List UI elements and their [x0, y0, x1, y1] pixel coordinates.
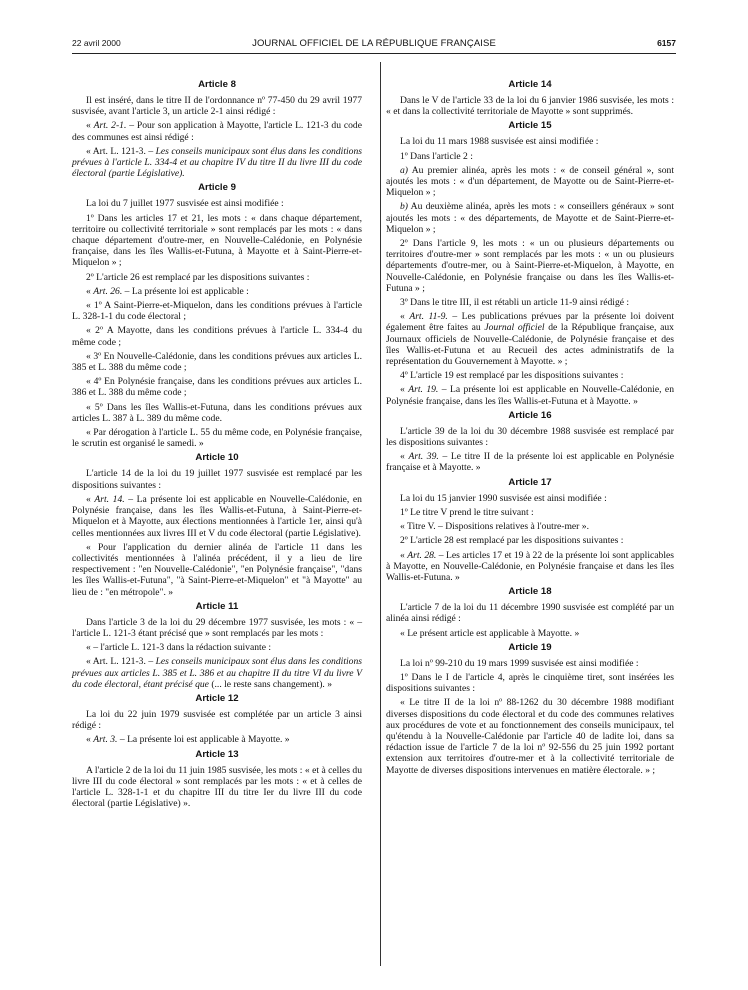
- paragraph: « Art. 19. – La présente loi est applicable en Nouvelle-Calédonie, en Polynésie française, dans les îles Wallis-et-Futuna et à Mayotte. »: [386, 384, 674, 407]
- article-ref: Art. 39.: [408, 451, 439, 463]
- quoted-text: Les conseils municipaux sont élus dans les conditions prévues à l'article L. 334-4 et au chapitre IV du titre II du livre III du code électoral (partie Législative).: [72, 145, 362, 180]
- article-14: [386, 79, 674, 117]
- left-column: [72, 77, 362, 812]
- paragraph: 2º L'article 26 est remplacé par les dispositions suivantes :: [86, 271, 310, 283]
- header-rule: [72, 53, 676, 54]
- article-title: Article 18: [508, 586, 552, 598]
- article-title: Article 19: [508, 641, 552, 653]
- article-ref: Art. 11-9.: [409, 311, 448, 323]
- paragraph: « Art. 26. – La présente loi est applicable :: [86, 285, 249, 297]
- right-column: [386, 77, 674, 779]
- article-title: Article 17: [508, 476, 552, 488]
- paragraph: « Art. 11-9. – Les publications prévues par la présente loi doivent également être faites au Journal officiel de la République française, aux Journaux officiels de Nouvelle-Calédonie, de Polynésie française et des îles Wallis-et-Futuna et au Recueil des actes administratifs de la représentation du Gouvernement à Mayotte. » ;: [386, 311, 674, 368]
- journal-ref: Journal officiel: [484, 322, 545, 334]
- article-11: [72, 601, 362, 690]
- article-18: [386, 586, 674, 639]
- paragraph: L'article 14 de la loi du 19 juillet 1977 susvisée est remplacé par les dispositions suivantes :: [72, 468, 362, 491]
- article-17: [386, 477, 674, 583]
- header-date: 22 avril 2000: [72, 38, 121, 48]
- article-ref: Art. 19.: [408, 384, 439, 396]
- paragraph: L'article 39 de la loi du 30 décembre 1988 susvisée est remplacé par les dispositions suivantes :: [386, 425, 674, 449]
- header-page-number: 6157: [657, 38, 676, 48]
- paragraph: « Le présent article est applicable à Mayotte. »: [400, 627, 580, 639]
- paragraph: Dans le V de l'article 33 de la loi du 6 janvier 1986 susvisée, les mots : « et dans la collectivité territoriale de Mayotte » sont supprimés.: [386, 95, 674, 118]
- article-ref: Art. 28.: [407, 549, 437, 561]
- column-divider: [380, 62, 381, 966]
- page-header: [72, 38, 676, 52]
- article-title: Article 14: [508, 79, 552, 90]
- paragraph: « Art. 14. – La présente loi est applicable en Nouvelle-Calédonie, en Polynésie française, dans les îles Wallis-et-Futuna, à Saint-Pierre-et-Miquelon et à Mayotte, aux élections mentionnées à l'article 1er, ainsi qu'à celles mentionnées aux livres III et V du code électoral (partie Législative).: [72, 493, 362, 539]
- paragraph: « 4º En Polynésie française, dans les conditions prévues aux articles L. 386 et L. 388 du même code ;: [72, 376, 362, 399]
- header-journal-title: JOURNAL OFFICIEL DE LA RÉPUBLIQUE FRANÇAISE: [252, 38, 496, 49]
- paragraph: b) Au deuxième alinéa, après les mots : « conseillers généraux » sont ajoutés les mots : « des départements, de Mayotte et de Saint-Pierre-et-Miquelon » ;: [386, 201, 674, 235]
- paragraph: Dans l'article 3 de la loi du 29 décembre 1977 susvisée, les mots : « – l'article L. 121-3 étant précisé que » sont remplacés par les mots :: [72, 616, 362, 639]
- article-title: Article 8: [198, 79, 236, 90]
- paragraph: « Art. L. 121-3. – Les conseils municipaux sont élus dans les conditions prévues à l'article L. 334-4 et au chapitre IV du titre II du livre III du code électoral (partie Législative).: [72, 145, 362, 180]
- list-letter: b): [400, 201, 408, 213]
- paragraph: 1º Dans le I de l'article 4, après le cinquième tiret, sont insérées les dispositions suivantes :: [386, 671, 674, 695]
- paragraph: 2º L'article 28 est remplacé par les dispositions suivantes :: [400, 535, 624, 547]
- article-ref: Art. 2-1.: [93, 120, 127, 132]
- article-15: [386, 120, 674, 406]
- paragraph: « Le titre II de la loi nº 88-1262 du 30 décembre 1988 modifiant diverses dispositions du code électoral et du code des communes relatives aux procédures de vote et au fonctionnement des conseils municipaux, tel qu'étendu à la Nouvelle-Calédonie par l'article 40 de ladite loi, dans sa rédaction issue de l'article 7 de la loi nº 92-556 du 25 juin 1992 portant extension aux territoires d'outre-mer et à la collectivité territoriale de Mayotte de diverses dispositions intervenues en matière électorale. » ;: [386, 697, 674, 776]
- article-16: [386, 410, 674, 474]
- article-9: [72, 182, 362, 449]
- paragraph: « Par dérogation à l'article L. 55 du même code, en Polynésie française, le scrutin est organisé le samedi. »: [72, 427, 362, 450]
- article-title: Article 12: [195, 692, 239, 704]
- article-title: Article 13: [195, 748, 239, 760]
- article-12: [72, 693, 362, 746]
- paragraph: 2º Dans l'article 9, les mots : « un ou plusieurs départements ou territoires d'outre-mer » sont remplacés par les mots : « un ou plusieurs départements d'outre-mer, ou à Saint-Pierre-et-Miquelon, à Mayotte, en Nouvelle-Calédonie, en Polynésie française ou dans les îles Wallis-et-Futuna » ;: [386, 238, 674, 294]
- paragraph: « 2º A Mayotte, dans les conditions prévues à l'article L. 334-4 du même code ;: [72, 325, 362, 348]
- article-title: Article 9: [198, 182, 236, 194]
- paragraph: A l'article 2 de la loi du 11 juin 1985 susvisée, les mots : « et à celles du livre III du code électoral » sont remplacés par les mots : « et à celles de l'article L. 328-1-1 et du chapitre III du titre Ier du livre III du code électoral (partie Législative) ».: [72, 764, 362, 810]
- paragraph: « 3º En Nouvelle-Calédonie, dans les conditions prévues aux articles L. 385 et L. 388 du même code ;: [72, 350, 362, 374]
- article-ref: Art. 26.: [93, 285, 123, 297]
- list-letter: a): [400, 164, 408, 176]
- article-10: [72, 452, 362, 597]
- paragraph: L'article 7 de la loi du 11 décembre 1990 susvisée est complété par un alinéa ainsi rédigé :: [386, 602, 674, 625]
- paragraph: « Art. 28. – Les articles 17 et 19 à 22 de la présente loi sont applicables à Mayotte, en Nouvelle-Calédonie, en Polynésie française et dans les îles Wallis-et-Futuna. »: [386, 549, 674, 583]
- paragraph: 1º Dans les articles 17 et 21, les mots : « dans chaque département, territoire ou collectivité territoriale » sont remplacés par les mots : « dans chaque département d'outre-mer, en Nouvelle-Calédonie, en Polynésie française, dans les îles Wallis-et-Futuna, à Mayotte et à Saint-Pierre-et-Miquelon » ;: [72, 212, 362, 269]
- paragraph: La loi du 15 janvier 1990 susvisée est ainsi modifiée :: [400, 492, 607, 504]
- paragraph: 1º Le titre V prend le titre suivant :: [400, 506, 534, 518]
- paragraph: « 1º A Saint-Pierre-et-Miquelon, dans les conditions prévues à l'article L. 328-1-1 du code électoral ;: [72, 300, 362, 323]
- paragraph: 1º Dans l'article 2 :: [400, 150, 473, 162]
- paragraph: « Pour l'application du dernier alinéa de l'article 11 dans les collectivités mentionnées à l'alinéa précédent, il y a lieu de lire respectivement : "en Nouvelle-Calédonie", "en Polynésie française", "dans les îles Wallis-et-Futuna", "à Saint-Pierre-et-Miquelon" et "à Mayotte" au lieu de : "en métropole". »: [72, 541, 362, 598]
- article-title: Article 15: [508, 120, 552, 132]
- paragraph: La loi du 7 juillet 1977 susvisée est ainsi modifiée :: [86, 198, 284, 210]
- quoted-text: Les conseils municipaux sont élus dans les conditions prévues aux articles L. 385 et L. 386 et au chapitre II du titre VI du livre V du code électoral, étant précisé que: [72, 656, 362, 690]
- paragraph: « – l'article L. 121-3 dans la rédaction suivante :: [86, 642, 272, 654]
- article-title: Article 11: [195, 600, 239, 612]
- paragraph: « Titre V. – Dispositions relatives à l'outre-mer ».: [400, 521, 589, 533]
- article-title: Article 10: [195, 452, 239, 464]
- paragraph: « 5º Dans les îles Wallis-et-Futuna, dans les conditions prévues aux articles L. 387 à L. 389 du même code.: [72, 401, 362, 424]
- paragraph: La loi du 11 mars 1988 susvisée est ainsi modifiée :: [400, 136, 599, 148]
- paragraph: « Art. L. 121-3. – Les conseils municipaux sont élus dans les conditions prévues aux articles L. 385 et L. 386 et au chapitre II du titre VI du livre V du code électoral, étant précisé que (... le reste sans changement). »: [72, 656, 362, 690]
- article-19: [386, 642, 674, 776]
- paragraph: « Art. 39. – Le titre II de la présente loi est applicable en Polynésie française et à Mayotte. »: [386, 451, 674, 474]
- paragraph: a) Au premier alinéa, après les mots : « de conseil général », sont ajoutés les mots : « d'un département, de Mayotte ou de Saint-Pierre-et-Miquelon » ;: [386, 164, 674, 199]
- paragraph: 4º L'article 19 est remplacé par les dispositions suivantes :: [400, 370, 624, 382]
- paragraph: « Art. 3. – La présente loi est applicable à Mayotte. »: [86, 734, 290, 746]
- paragraph: Il est inséré, dans le titre II de l'ordonnance nº 77-450 du 29 avril 1977 susvisée, avant l'article 3, un article 2-1 ainsi rédigé :: [72, 95, 362, 118]
- paragraph: 3º Dans le titre III, il est rétabli un article 11-9 ainsi rédigé :: [400, 297, 630, 309]
- paragraph: « Art. 2-1. – Pour son application à Mayotte, l'article L. 121-3 du code des communes est ainsi rédigé :: [72, 120, 362, 143]
- article-8: [72, 79, 362, 179]
- article-ref: Art. 3.: [93, 734, 118, 746]
- article-ref: Art. 14.: [94, 493, 125, 505]
- paragraph: La loi nº 99-210 du 19 mars 1999 susvisée est ainsi modifiée :: [400, 657, 639, 669]
- article-13: [72, 749, 362, 810]
- article-title: Article 16: [508, 409, 552, 421]
- paragraph: La loi du 22 juin 1979 susvisée est complétée par un article 3 ainsi rédigé :: [72, 708, 362, 732]
